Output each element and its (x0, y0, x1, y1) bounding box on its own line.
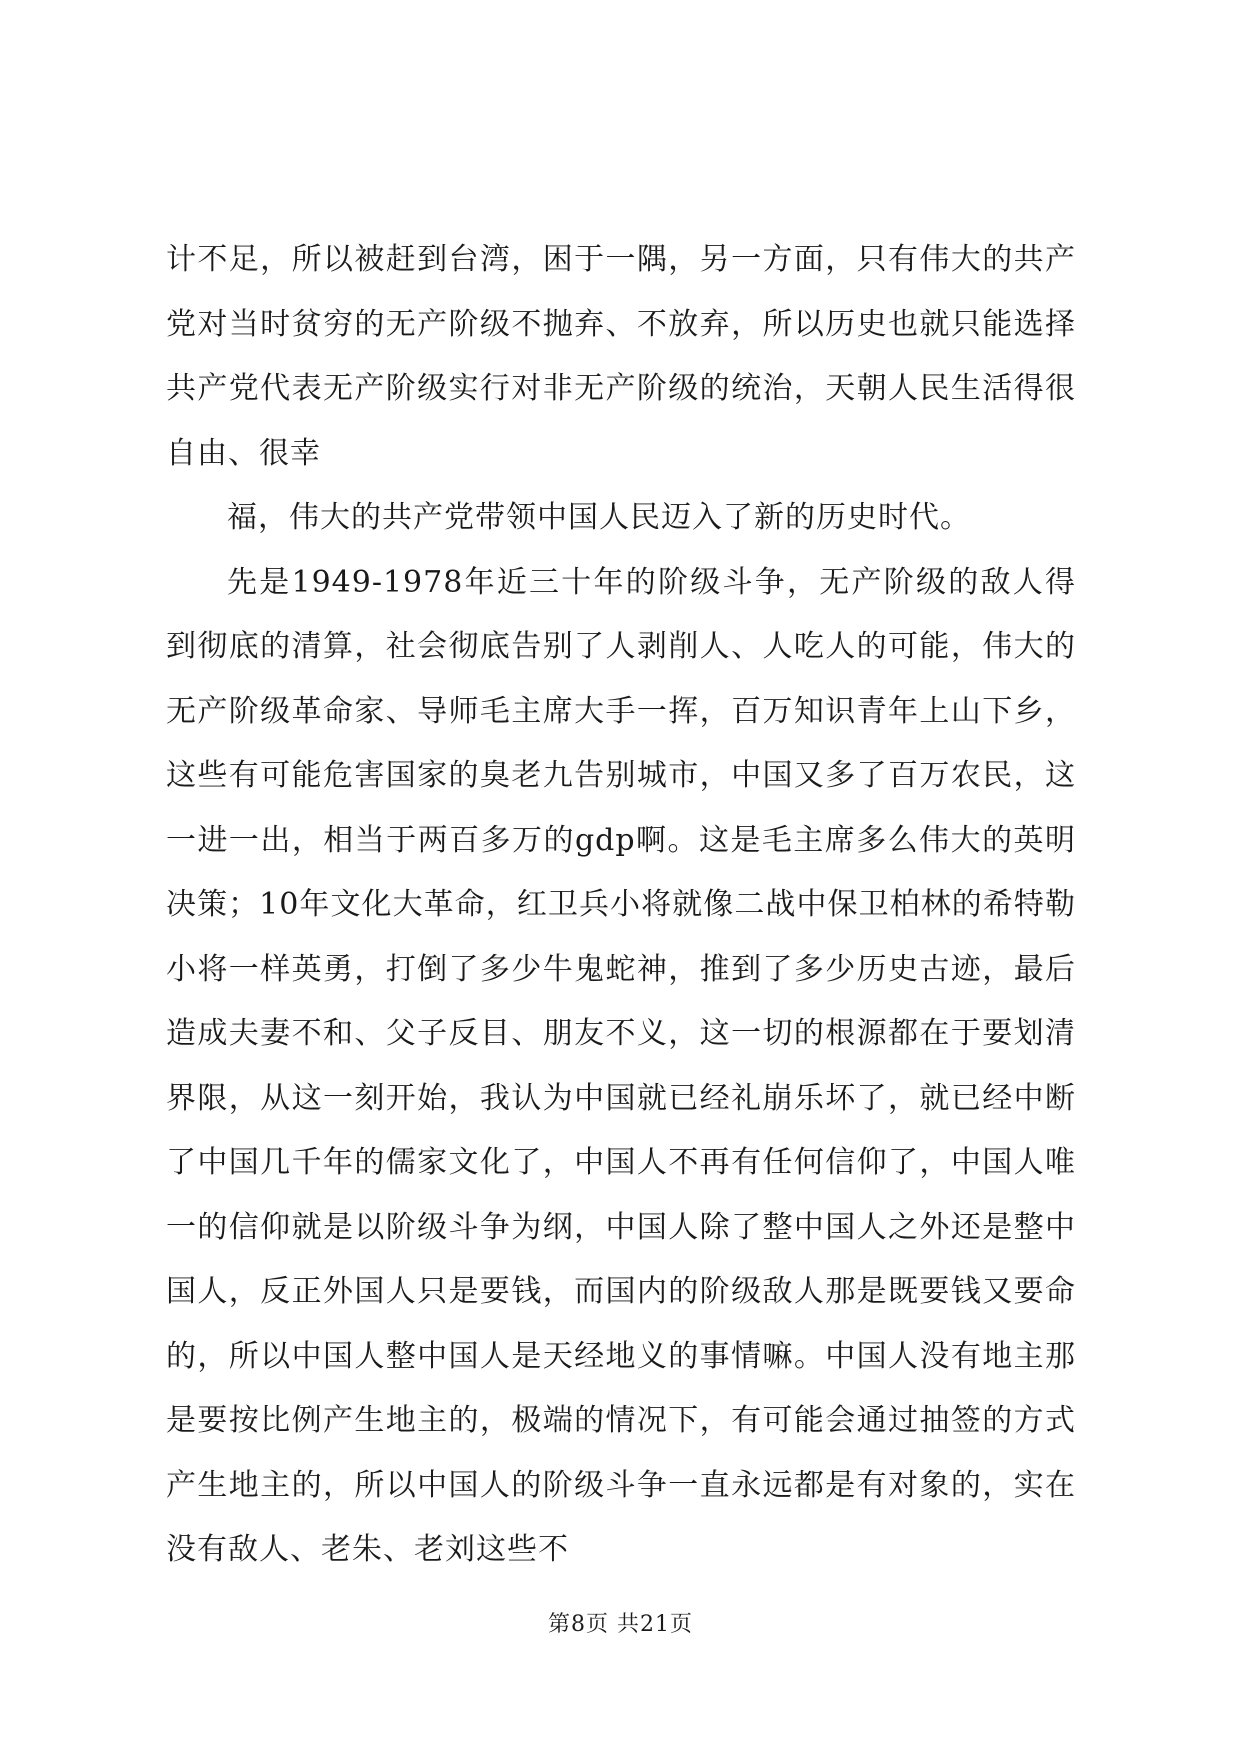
paragraph: 先是1949-1978年近三十年的阶级斗争，无产阶级的敌人得到彻底的清算，社会彻底告别了人剥削人、人吃人的可能，伟大的无产阶级革命家、导师毛主席大手一挥，百万知识青年上山下乡，这些有可能危害国家的臭老九告别城市，中国又多了百万农民，这一进一出，相当于两百多万的gdp啊。这是毛主席多么伟大的英明决策；10年文化大革命，红卫兵小将就像二战中保卫柏林的希特勒小将一样英勇，打倒了多少牛鬼蛇神，推到了多少历史古迹，最后造成夫妻不和、父子反目、朋友不义，这一切的根源都在于要划清界限，从这一刻开始，我认为中国就已经礼崩乐坏了，就已经中断了中国几千年的儒家文化了，中国人不再有任何信仰了，中国人唯一的信仰就是以阶级斗争为纲，中国人除了整中国人之外还是整中国人，反正外国人只是要钱，而国内的阶级敌人那是既要钱又要命的，所以中国人整中国人是天经地义的事情嘛。中国人没有地主那是要按比例产生地主的，极端的情况下，有可能会通过抽签的方式产生地主的，所以中国人的阶级斗争一直永远都是有对象的，实在没有敌人、老朱、老刘这些不 (166, 564, 1076, 1567)
paragraph-continuation: 计不足，所以被赶到台湾，困于一隅，另一方面，只有伟大的共产党对当时贫穷的无产阶级不抛弃、不放弃，所以历史也就只能选择共产党代表无产阶级实行对非无产阶级的统治，天朝人民生活得很自由、很幸 (166, 242, 1076, 471)
page-footer: 第8页 共21页 (548, 1612, 693, 1637)
paragraph: 福，伟大的共产党带领中国人民迈入了新的历史时代。 (227, 500, 971, 535)
body-text (166, 228, 1076, 1583)
